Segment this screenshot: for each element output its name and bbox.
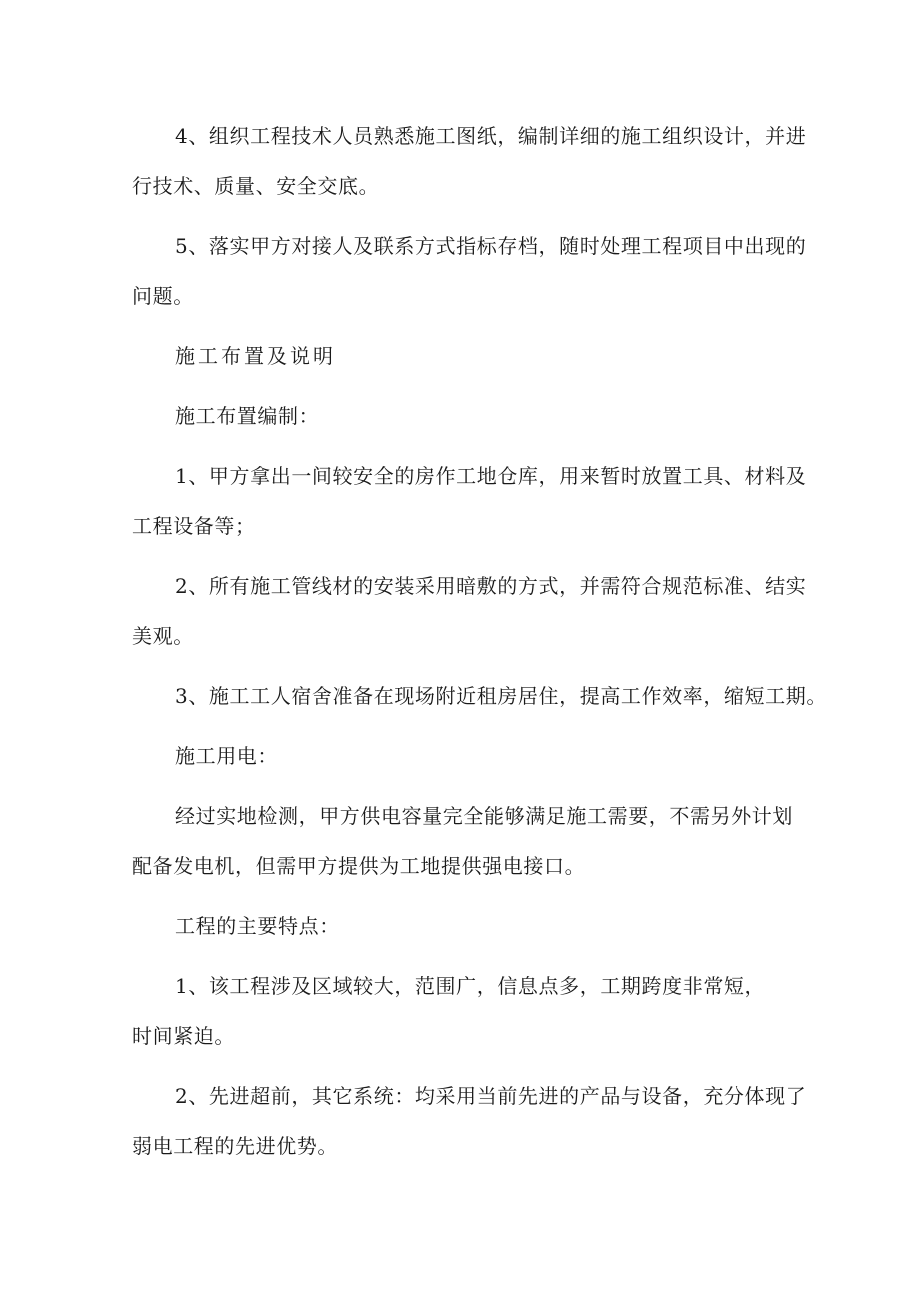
layout-item-1-line-2: 工程设备等； <box>132 514 256 538</box>
paragraph-4-line-2: 行技术、质量、安全交底。 <box>132 174 380 198</box>
subheading-layout: 施工布置编制： <box>175 404 320 428</box>
layout-item-2-line-2: 美观。 <box>132 624 194 648</box>
layout-item-1-line-1: 1、甲方拿出一间较安全的房作工地仓库，用来暂时放置工具、材料及 <box>175 464 807 488</box>
feature-item-1-line-2: 时间紧迫。 <box>132 1024 235 1048</box>
section-heading-layout: 施工布置及说明 <box>175 344 336 368</box>
power-paragraph-line-1: 经过实地检测，甲方供电容量完全能够满足施工需要，不需另外计划 <box>175 804 793 828</box>
paragraph-5-line-2: 问题。 <box>132 284 194 308</box>
paragraph-5-line-1: 5、落实甲方对接人及联系方式指标存档，随时处理工程项目中出现的 <box>175 234 807 258</box>
power-paragraph-line-2: 配备发电机，但需甲方提供为工地提供强电接口。 <box>132 854 586 878</box>
feature-item-1-line-1: 1、该工程涉及区域较大，范围广，信息点多，工期跨度非常短， <box>175 974 766 998</box>
subheading-power: 施工用电： <box>175 744 278 768</box>
paragraph-4-line-1: 4、组织工程技术人员熟悉施工图纸，编制详细的施工组织设计，并进 <box>175 124 807 148</box>
feature-item-2-line-2: 弱电工程的先进优势。 <box>132 1134 338 1158</box>
feature-item-2-line-1: 2、先进超前，其它系统：均采用当前先进的产品与设备，充分体现了 <box>175 1084 807 1108</box>
layout-item-2-line-1: 2、所有施工管线材的安装采用暗敷的方式，并需符合规范标准、结实 <box>175 574 807 598</box>
layout-item-3: 3、施工工人宿舍准备在现场附近租房居住，提高工作效率，缩短工期。 <box>175 684 827 708</box>
subheading-features: 工程的主要特点： <box>175 914 340 938</box>
